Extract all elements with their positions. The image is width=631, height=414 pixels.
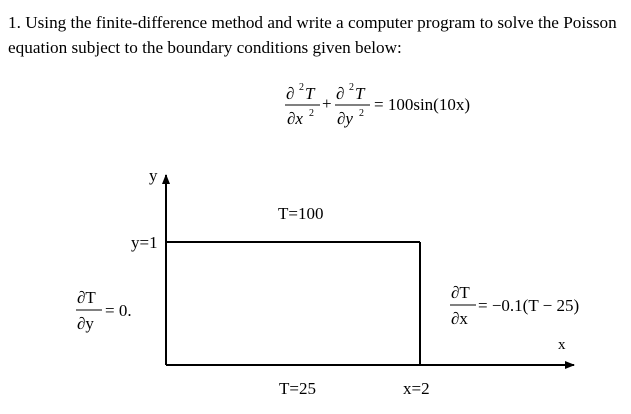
eq-rhs: = 100sin(10x) bbox=[374, 95, 470, 114]
right-boundary-condition bbox=[450, 283, 579, 328]
left-bc-numerator: ∂T bbox=[77, 288, 96, 307]
eq-squared-4: 2 bbox=[359, 108, 364, 119]
left-bc-rhs: = 0. bbox=[105, 301, 132, 320]
right-bc-numerator: ∂T bbox=[451, 283, 470, 302]
eq-partial-1: ∂ bbox=[286, 84, 295, 103]
problem-line-1: 1. Using the finite-difference method and write a computer program to solve the Poisson bbox=[8, 13, 617, 32]
left-bc-denominator: ∂y bbox=[77, 314, 94, 333]
eq-denom-y: ∂y bbox=[337, 109, 353, 128]
bottom-boundary-label: T=25 bbox=[279, 379, 316, 398]
right-bc-denominator: ∂x bbox=[451, 309, 468, 328]
eq-plus: + bbox=[322, 94, 332, 113]
right-bc-rhs: = −0.1(T − 25) bbox=[478, 296, 580, 315]
y1-label: y=1 bbox=[131, 233, 158, 252]
x2-label: x=2 bbox=[403, 379, 430, 398]
eq-var-2: T bbox=[355, 84, 365, 103]
eq-var-1: T bbox=[305, 84, 315, 103]
eq-squared-1: 2 bbox=[299, 82, 304, 93]
left-boundary-condition bbox=[76, 288, 132, 333]
y-axis-label: y bbox=[149, 166, 158, 185]
poisson-equation bbox=[285, 82, 470, 128]
eq-squared-3: 2 bbox=[349, 82, 354, 93]
problem-line-2: equation subject to the boundary conditions given below: bbox=[8, 38, 402, 57]
eq-squared-2: 2 bbox=[309, 108, 314, 119]
x-axis-label: x bbox=[558, 337, 566, 353]
eq-denom-x: ∂x bbox=[287, 109, 303, 128]
top-boundary-label: T=100 bbox=[278, 204, 324, 223]
eq-partial-2: ∂ bbox=[336, 84, 345, 103]
